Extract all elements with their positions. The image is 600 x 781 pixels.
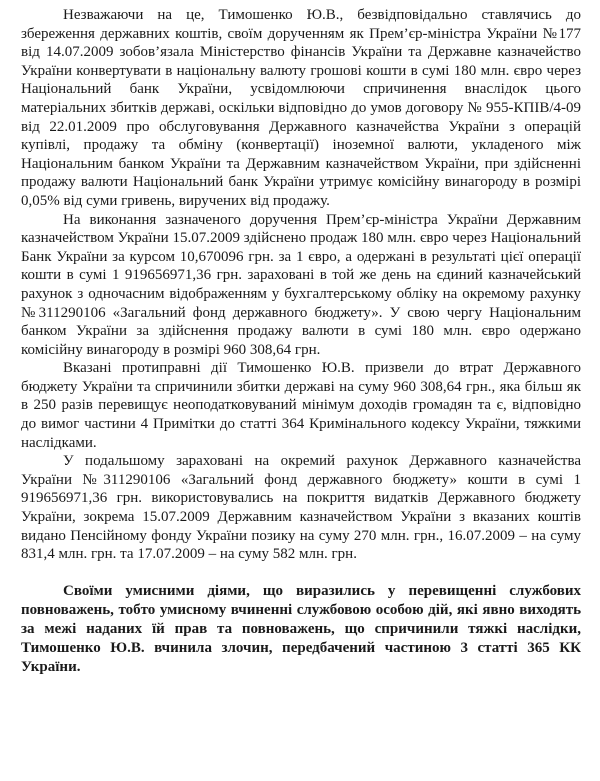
paragraph-sale-execution: На виконання зазначеного доручення Прем’єр-міністра України Державним казначейством України 15.07.2009 здійснено продаж 180 млн. євро через Національний Банк України за курсом 10,670096 грн. за 1 євро, а одержані в результаті цієї операції кошти в сумі 1 919656971,36 грн. зараховані в той же день на єдиний казначейський рахунок з одночасним відображенням у бухгалтерському обліку на окремому рахунку №311290106 «Загальний фонд державного бюджету». У свою чергу Національним банком України за здійснення продажу валюти в сумі 180 млн. євро одержано комісійну винагороду в розмірі 960 308,64 грн. <box>21 211 581 358</box>
document-page <box>21 6 581 692</box>
paragraph-conversion-order: Незважаючи на це, Тимошенко Ю.В., безвідповідально ставлячись до збереження державних коштів, своїм дорученням як Прем’єр-міністра України №177 від 14.07.2009 зобов’язала Міністерство фінансів України та Державне казначейство України конвертувати в національну валюту грошові кошти в сумі 180 млн. євро через Національний банк України, усвідомлюючи спричинення внаслідок цього матеріальних збитків державі, оскільки відповідно до умов договору № 955-КПІВ/4-09 від 22.01.2009 про обслуговування Державного казначейства України з операцій купівлі, продажу та обміну (конвертації) іноземної валюти, укладеного між Національним банком України та Державним казначейством України, при здійсненні продажу валюти Національний банк України утримує комісійну винагороду в розмірі 0,05% від суми гривень, виручених від продажу. <box>21 7 581 209</box>
conclusion-paragraph: Своїми умисними діями, що виразились у перевищенні службових повноважень, тобто умисному вчиненні службовою особою дій, які явно виходять за межі наданих їй прав та повноважень, що спричинили тяжкі наслідки, Тимошенко Ю.В. вчинила злочин, передбачений частиною 3 статті 365 КК України. <box>21 582 581 675</box>
paragraph-fund-usage: У подальшому зараховані на окремий рахунок Державного казначейства України №311290106 «Загальний фонд державного бюджету» кошти в сумі 1 919656971,36 грн. використовувались на покриття видатків Державного бюджету України, зокрема 15.07.2009 Державним казначейством України з вказаних коштів видано Пенсійному фонду України позику на суму 270 млн. грн., 16.07.2009 – на суму 831,4 млн. грн. та 17.07.2009 – на суму 582 млн. грн. <box>21 453 581 563</box>
paragraph-losses: Вказані протиправні дії Тимошенко Ю.В. призвели до втрат Державного бюджету України та спричинили збитки державі на суму 960 308,64 грн., яка більш як в 250 разів перевищує неоподатковуваний мінімум доходів громадян та є, відповідно до вимог частини 4 Примітки до статті 364 Кримінального кодексу України, тяжкими наслідками. <box>21 360 581 451</box>
